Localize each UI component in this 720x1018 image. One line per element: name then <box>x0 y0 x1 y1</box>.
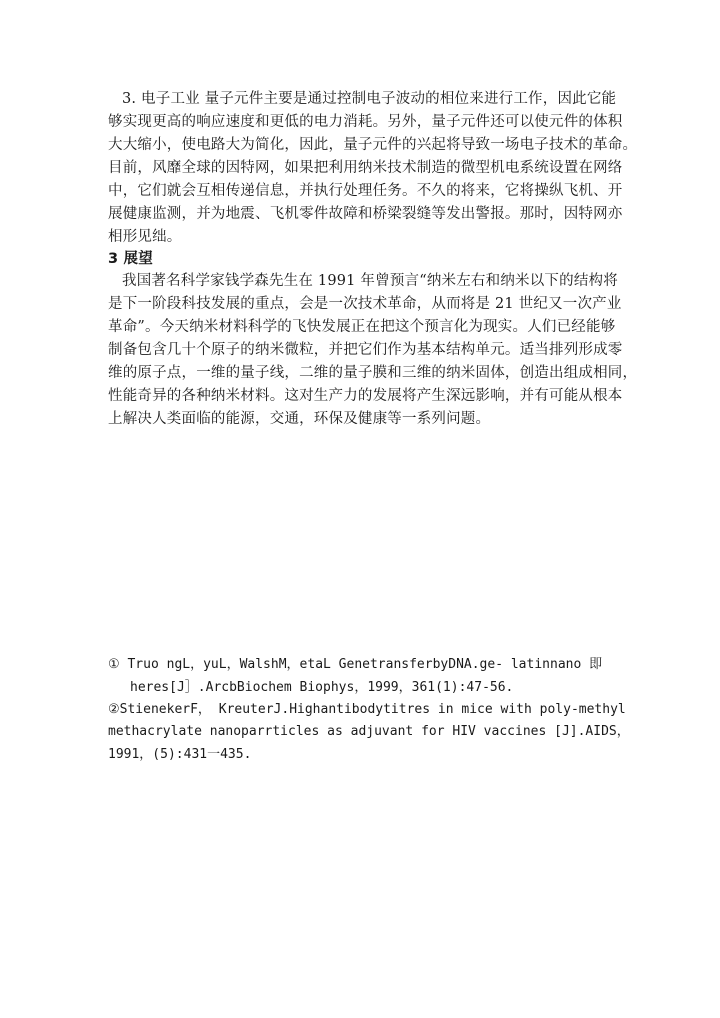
paragraph-line: 性能奇异的各种纳米材料。这对生产力的发展将产生深远影响，并有可能从根本 <box>108 388 623 404</box>
paragraph-line: 目前，风靡全球的因特网，如果把利用纳米技术制造的微型机电系统设置在网络 <box>108 160 623 176</box>
paragraph-line: 中，它们就会互相传递信息，并执行处理任务。不久的将来，它将操纵飞机、开 <box>108 183 623 199</box>
paragraph-line: 上解决人类面临的能源，交通，环保及健康等一系列问题。 <box>108 411 491 427</box>
paragraph-line: 展健康监测，并为地震、飞机零件故障和桥梁裂缝等发出警报。那时，因特网亦 <box>108 206 623 222</box>
paragraph-line: 制备包含几十个原子的纳米微粒，并把它们作为基本结构单元。适当排列形成零 <box>108 342 623 358</box>
footnote-line: 1991，(5):431一435. <box>108 747 252 762</box>
section-heading: 3 展望 <box>108 251 153 267</box>
paragraph-line: 3. 电子工业 量子元件主要是通过控制电子波动的相位来进行工作，因此它能 <box>122 91 617 107</box>
paragraph-line: 相形见绌。 <box>108 229 182 245</box>
footnote-line: methacrylate nanoparrticles as adjuvant for HIV vaccines [J].AIDS， <box>108 724 630 739</box>
footnote-line: ① Truo ngL，yuL，WalshM，etaL GenetransferbyDNA.ge- latinnano 即 <box>108 657 603 672</box>
paragraph-line: 我国著名科学家钱学森先生在 1991 年曾预言“纳米左右和纳米以下的结构将 <box>122 273 618 289</box>
paragraph-line: 大大缩小，使电路大为简化，因此，量子元件的兴起将导致一场电子技术的革命。 <box>108 137 638 153</box>
footnote-line: heres[J］.ArcbBiochem Biophys，1999，361(1):47-56. <box>130 680 514 695</box>
paragraph-line: 革命”。今天纳米材料科学的飞快发展正在把这个预言化为现实。人们已经能够 <box>108 319 616 335</box>
paragraph-line: 够实现更高的响应速度和更低的电力消耗。另外，量子元件还可以使元件的体积 <box>108 114 623 130</box>
footnote-line: ②StienekerF， KreuterJ.Highantibodytitres in mice with poly-methyl <box>108 702 626 717</box>
paragraph-line: 维的原子点，一维的量子线，二维的量子膜和三维的纳米固体，创造出组成相同， <box>108 365 638 381</box>
paragraph-line: 是下一阶段科技发展的重点，会是一次技术革命，从而将是 21 世纪又一次产业 <box>108 296 622 312</box>
